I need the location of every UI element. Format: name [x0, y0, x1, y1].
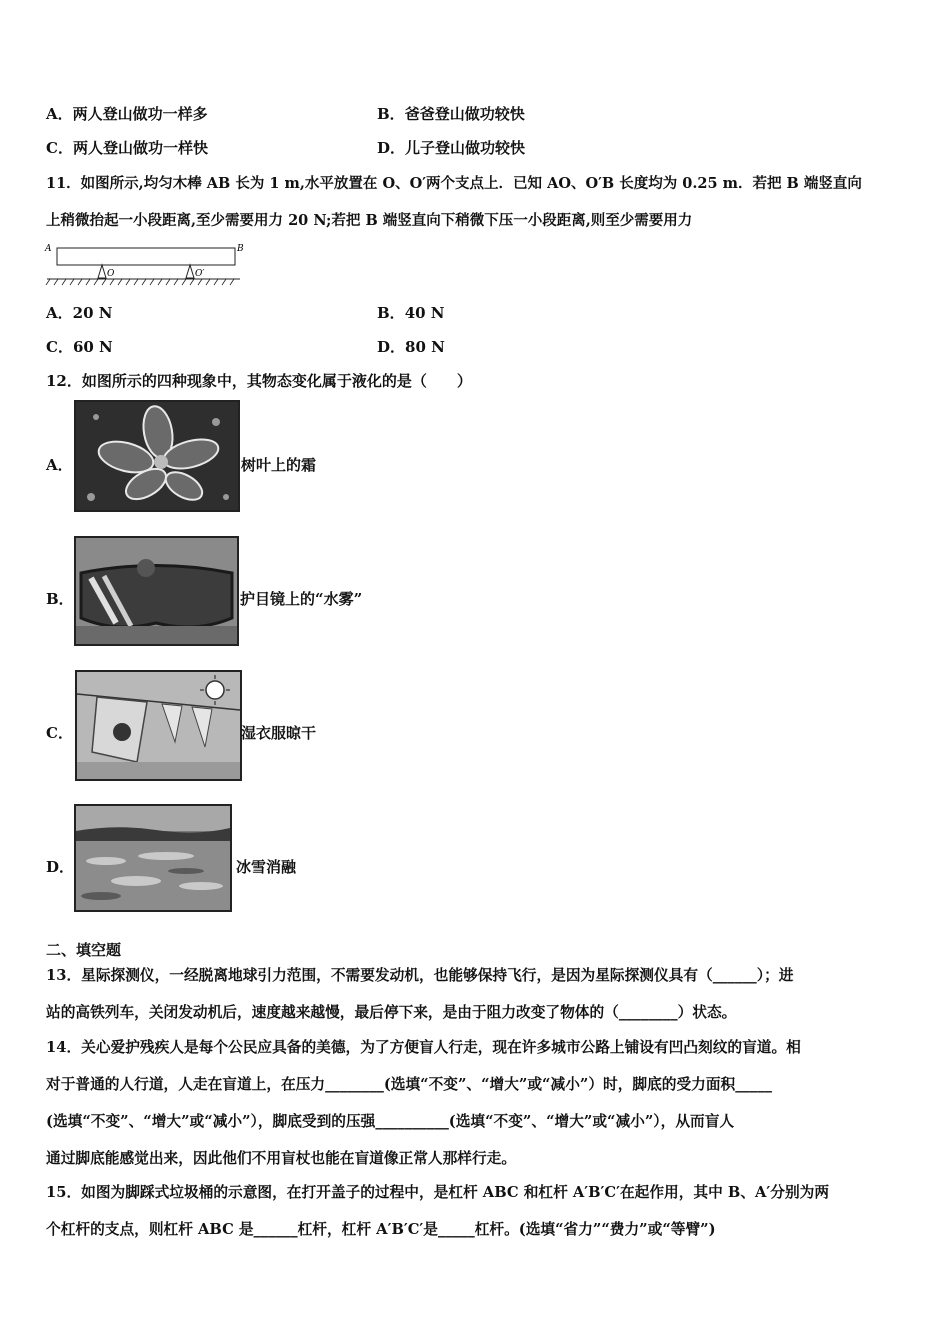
q14-line1: 14．关心爱护残疾人是每个公民应具备的美德，为了方便盲人行走，现在许多城市公路上铺设有凹凸刻纹的盲道。相 [46, 1039, 801, 1056]
option-text: 两人登山做功一样快 [72, 139, 208, 157]
q15-line2: 个杠杆的支点，则杠杆 ABC 是______杠杆，杠杆 A′B′C′是_____杠杆。(选填“省力”“费力”或“等臂”) [46, 1221, 716, 1238]
q11-stem-line1: 11．如图所示,均匀木棒 AB 长为 1 m,水平放置在 O、O′两个支点上．已知 AO、O′B 长度均为 0.25 m．若把 B 端竖直向 [46, 175, 862, 192]
q12-option-b-letter: B． [46, 590, 74, 608]
option-letter: C． [46, 338, 73, 356]
q12-option-d-letter: D． [46, 858, 75, 876]
label-b: B [237, 244, 244, 254]
q11-option-a [46, 302, 112, 323]
option-letter: D． [377, 139, 406, 157]
q15-line1: 15．如图为脚踩式垃圾桶的示意图，在打开盖子的过程中，是杠杆 ABC 和杠杆 A′B′C′在起作用，其中 B、A′分别为两 [46, 1184, 830, 1201]
section-title: 二、填空题 [46, 941, 122, 959]
option-text: 爸爸登山做功较快 [404, 105, 525, 123]
option-letter: C． [46, 139, 73, 157]
q12-option-a-caption: 树叶上的霜 [241, 456, 317, 474]
option-text: 60 N [72, 338, 113, 356]
q10-option-d [377, 137, 525, 158]
option-text: 儿子登山做功较快 [405, 139, 526, 157]
q12-option-c-caption: 湿衣服晾干 [241, 724, 317, 742]
q14-line3: (选填“不变”、“增大”或“减小”），脚底受到的压强__________(选填“不变”、“增大”或“减小”），从而盲人 [46, 1113, 735, 1130]
q10-option-b [377, 103, 525, 124]
ice-melting-photo [74, 804, 232, 912]
q11-stem-line2: 上稍微抬起一小段距离,至少需要用力 20 N;若把 B 端竖直向下稍微下压一小段距离,则至少需要用力 [46, 212, 693, 229]
q11-option-d [377, 336, 445, 357]
q11-option-c [46, 336, 113, 357]
label-o-prime: O′ [195, 269, 205, 279]
wooden-rod [57, 248, 235, 265]
q11-option-b [377, 302, 445, 323]
q12-option-b-caption: 护目镜上的“水雾” [240, 590, 363, 608]
option-letter: A． [46, 105, 73, 123]
q12-stem: 12．如图所示的四种现象中，其物态变化属于液化的是（ ） [46, 372, 472, 390]
fulcrum-o-prime [186, 265, 194, 278]
clothes-drying-photo [75, 670, 242, 781]
option-text: 40 N [404, 304, 445, 322]
frost-leaf-photo [74, 400, 240, 512]
option-text: 80 N [405, 338, 445, 356]
option-letter: A． [46, 304, 73, 322]
option-letter: D． [377, 338, 406, 356]
q10-option-a [46, 103, 208, 124]
q13-line1: 13．星际探测仪，一经脱离地球引力范围，不需要发动机，也能够保持飞行，是因为星际探测仪具有（______）；进 [46, 967, 794, 984]
option-text: 20 N [72, 304, 113, 322]
q14-line2: 对于普通的人行道，人走在盲道上，在压力________(选填“不变”、“增大”或“减小”）时，脚底的受力面积_____ [46, 1076, 772, 1093]
q13-line2: 站的高铁列车，关闭发动机后，速度越来越慢，最后停下来，是由于阻力改变了物体的（________）状态。 [46, 1004, 737, 1021]
q12-option-a-letter: A． [46, 456, 73, 474]
q10-option-c [46, 137, 208, 158]
option-letter: B． [377, 105, 405, 123]
goggles-photo [74, 536, 239, 646]
lever-diagram [44, 242, 249, 290]
q12-option-d-caption: 冰雪消融 [236, 858, 297, 876]
ground-hatching [46, 279, 234, 285]
option-letter: B． [377, 304, 405, 322]
option-text: 两人登山做功一样多 [72, 105, 208, 123]
q14-line4: 通过脚底能感觉出来，因此他们不用盲杖也能在盲道像正常人那样行走。 [46, 1150, 517, 1167]
fulcrum-o [98, 265, 106, 278]
label-o: O [107, 269, 115, 279]
q12-option-c-letter: C． [46, 724, 73, 742]
label-a: A [45, 244, 52, 254]
